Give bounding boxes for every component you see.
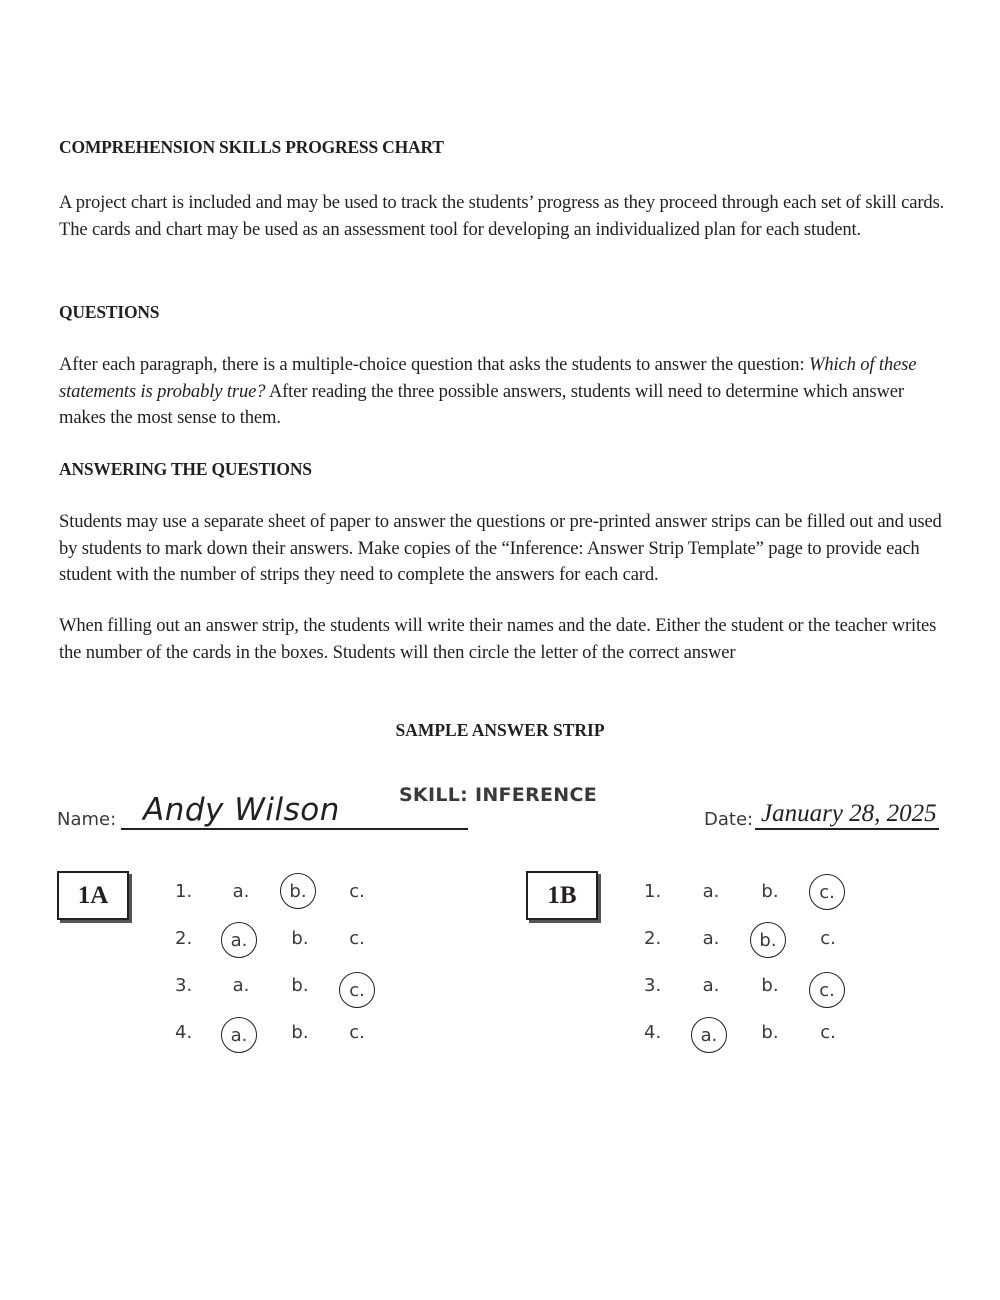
card-1a-q2-option-a-circled: a. [221,922,257,958]
paragraph-questions-italic-question: Which of these statements is probably true? [59,354,917,402]
card-1a-q1-option-c: c. [349,880,365,902]
card-1a-q4-option-c: c. [349,1021,365,1043]
date-value: January 28, 2025 [761,800,937,827]
sample-answer-strip-title: SAMPLE ANSWER STRIP [395,720,605,740]
paragraph-answering-1: Students may use a separate sheet of paper to answer the questions or pre-printed answer strips can be filled out and used by students to mark down their answers. Make copies of the “Inference: Answer Strip Template” page to provide each student with the number of strips they need to complete the answers for each card. [59,511,942,585]
section-heading-answering: ANSWERING THE QUESTIONS [59,459,312,479]
card-1a-question-1-number: 1. [175,880,193,902]
card-1a-q2-option-c: c. [349,927,365,949]
paragraph-progress-chart: A project chart is included and may be used to track the students’ progress as they proceed through each set of skill cards. The cards and chart may be used as an assessment tool for developing an individualized plan for each student. [59,192,945,240]
card-1a-q2-option-b: b. [291,927,309,949]
card-1a-question-2-number: 2. [175,927,193,949]
card-1b-q1-option-a: a. [702,880,720,902]
card-1b-q3-option-b: b. [761,974,779,996]
section-heading-progress-chart: COMPREHENSION SKILLS PROGRESS CHART [59,137,444,157]
card-1a-q3-option-b: b. [291,974,309,996]
card-1b-q3-option-a: a. [702,974,720,996]
card-number-box-1b: 1B [526,871,598,920]
date-label: Date: [704,809,754,830]
card-1b-question-1-number: 1. [644,880,662,902]
card-1b-q1-option-c-circled: c. [809,874,845,910]
card-1a-q3-option-a: a. [232,974,250,996]
card-1b-q1-option-b: b. [761,880,779,902]
paragraph-questions-text-before: After each paragraph, there is a multiple-choice question that asks the students to answer the question: [59,354,809,375]
card-1b-q4-option-c: c. [820,1021,836,1043]
card-1b-q4-option-b: b. [761,1021,779,1043]
card-1b-q2-option-b-circled: b. [750,922,786,958]
name-underline [121,828,468,830]
card-1b-q2-option-a: a. [702,927,720,949]
card-1b-q4-option-a-circled: a. [691,1017,727,1053]
name-label: Name: [57,809,117,830]
card-1a-q4-option-a-circled: a. [221,1017,257,1053]
card-1a-question-3-number: 3. [175,974,193,996]
paragraph-answering-2: When filling out an answer strip, the students will write their names and the date. Either the student or the teacher writes the number of the cards in the boxes. Students will then circle the letter of the correct answer [59,615,937,663]
card-number-box-1a: 1A [57,871,129,920]
card-1b-q3-option-c-circled: c. [809,972,845,1008]
date-underline [755,828,939,830]
skill-title: SKILL: INFERENCE [398,784,598,806]
card-1b-question-3-number: 3. [644,974,662,996]
paragraph-questions-text-after: After reading the three possible answers, students will need to determine which answer makes the most sense to them. [59,380,904,428]
card-1b-question-4-number: 4. [644,1021,662,1043]
card-1a-q4-option-b: b. [291,1021,309,1043]
card-1a-q3-option-c-circled: c. [339,972,375,1008]
name-value: Andy Wilson [143,792,340,828]
paragraph-questions [59,352,949,432]
card-1a-q1-option-b-circled: b. [280,873,316,909]
section-heading-questions: QUESTIONS [59,302,160,322]
card-1a-question-4-number: 4. [175,1021,193,1043]
card-1a-q1-option-a: a. [232,880,250,902]
card-1b-q2-option-c: c. [820,927,836,949]
card-1b-question-2-number: 2. [644,927,662,949]
